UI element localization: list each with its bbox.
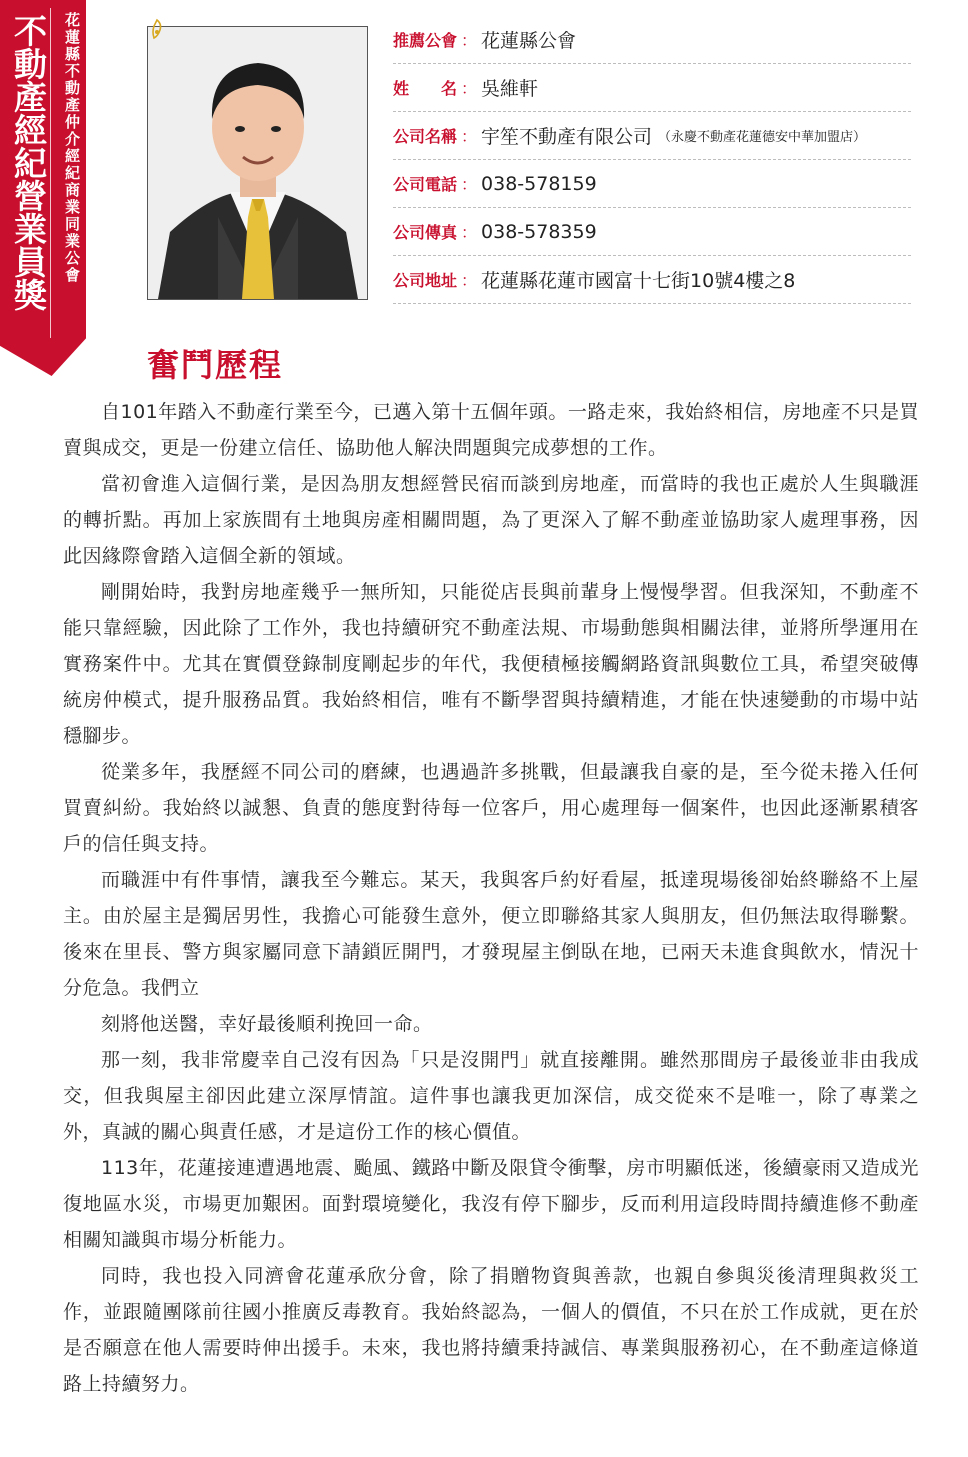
story-body <box>63 394 919 1402</box>
story-paragraph: 那一刻，我非常慶幸自己沒有因為「只是沒開門」就直接離開。雖然那間房子最後並非由我成交，但我與屋主卻因此建立深厚情誼。這件事也讓我更加深信，成交從來不是唯一，除了專業之外，真誠的關心與責任感，才是這份工作的核心價值。 <box>63 1049 919 1143</box>
field-value: 花蓮縣公會 <box>481 30 577 52</box>
field-value: 038-578159 <box>481 172 597 195</box>
field-label: 公司傳真 <box>393 223 458 242</box>
section-title: 奮鬥歷程 <box>147 346 284 384</box>
field-value: 宇笙不動產有限公司 <box>481 126 653 148</box>
info-row-address: 公司地址 ： 花蓮縣花蓮市國富十七街10號4樓之8 <box>393 256 911 304</box>
field-value: 吳維軒 <box>481 78 539 100</box>
story-paragraph: 刻將他送醫，幸好最後順利挽回一命。 <box>101 1013 433 1035</box>
story-paragraph: 從業多年，我歷經不同公司的磨練，也遇過許多挑戰，但最讓我自豪的是，至今從未捲入任何買賣糾紛。我始終以誠懇、負責的態度對待每一位客戶，用心處理每一個案件，也因此逐漸累積客戶的信任與支持。 <box>63 761 919 855</box>
award-badge-icon <box>150 18 164 42</box>
info-row-name: 姓 名 ： 吳維軒 <box>393 64 911 112</box>
field-value: 038-578359 <box>481 220 597 243</box>
story-paragraph: 當初會進入這個行業，是因為朋友想經營民宿而談到房地產，而當時的我也正處於人生與職涯的轉折點。再加上家族間有土地與房產相關問題，為了更深入了解不動產並協助家人處理事務，因此因緣際會踏入這個全新的領域。 <box>63 473 919 567</box>
company-note: （永慶不動產花蓮德安中華加盟店） <box>658 130 867 145</box>
story-paragraph: 同時，我也投入同濟會花蓮承欣分會，除了捐贈物資與善款，也親自參與災後清理與救災工作，並跟隨團隊前往國小推廣反毒教育。我始終認為，一個人的價值，不只在於工作成就，更在於是否願意在他人需要時伸出援手。未來，我也將持續秉持誠信、專業與服務初心，在不動產這條道路上持續努力。 <box>63 1265 919 1395</box>
award-title: 不動產經紀營業員獎 <box>9 14 48 311</box>
association-name: 花蓮縣不動產仲介經紀商業同業公會 <box>63 12 81 284</box>
field-label: 姓 名 <box>393 79 458 98</box>
profile-photo <box>147 26 368 300</box>
field-value: 花蓮縣花蓮市國富十七街10號4樓之8 <box>481 270 796 292</box>
story-paragraph: 自101年踏入不動產行業至今，已邁入第十五個年頭。一路走來，我始終相信，房地產不只是買賣與成交，更是一份建立信任、協助他人解決問題與完成夢想的工作。 <box>63 401 919 459</box>
story-paragraph: 113年，花蓮接連遭遇地震、颱風、鐵路中斷及限貸令衝擊，房市明顯低迷，後續豪雨又造成光復地區水災，市場更加艱困。面對環境變化，我沒有停下腳步，反而利用這段時間持續進修不動產相關知識與市場分析能力。 <box>63 1157 919 1251</box>
info-row-association: 推薦公會 ： 花蓮縣公會 <box>393 16 911 64</box>
portrait-illustration <box>148 27 367 299</box>
info-row-company: 公司名稱 ： 宇笙不動產有限公司 （永慶不動產花蓮德安中華加盟店） <box>393 112 911 160</box>
info-row-fax: 公司傳真 ： 038-578359 <box>393 208 911 256</box>
field-label: 公司地址 <box>393 271 458 290</box>
info-row-phone: 公司電話 ： 038-578159 <box>393 160 911 208</box>
story-paragraph: 而職涯中有件事情，讓我至今難忘。某天，我與客戶約好看屋，抵達現場後卻始終聯絡不上屋主。由於屋主是獨居男性，我擔心可能發生意外，便立即聯絡其家人與朋友，但仍無法取得聯繫。後來在里長、警方與家屬同意下請鎖匠開門，才發現屋主倒臥在地，已兩天未進食與飲水，情況十分危急。我們立 <box>63 869 919 999</box>
profile-info <box>393 16 911 304</box>
field-label: 公司電話 <box>393 175 458 194</box>
field-label: 公司名稱 <box>393 127 458 146</box>
story-paragraph: 剛開始時，我對房地產幾乎一無所知，只能從店長與前輩身上慢慢學習。但我深知，不動產不能只靠經驗，因此除了工作外，我也持續研究不動產法規、市場動態與相關法律，並將所學運用在實務案件中。尤其在實價登錄制度剛起步的年代，我便積極接觸網路資訊與數位工具，希望突破傳統房仲模式，提升服務品質。我始終相信，唯有不斷學習與持續精進，才能在快速變動的市場中站穩腳步。 <box>63 581 919 747</box>
ribbon-divider <box>50 8 51 338</box>
field-label: 推薦公會 <box>393 31 458 50</box>
